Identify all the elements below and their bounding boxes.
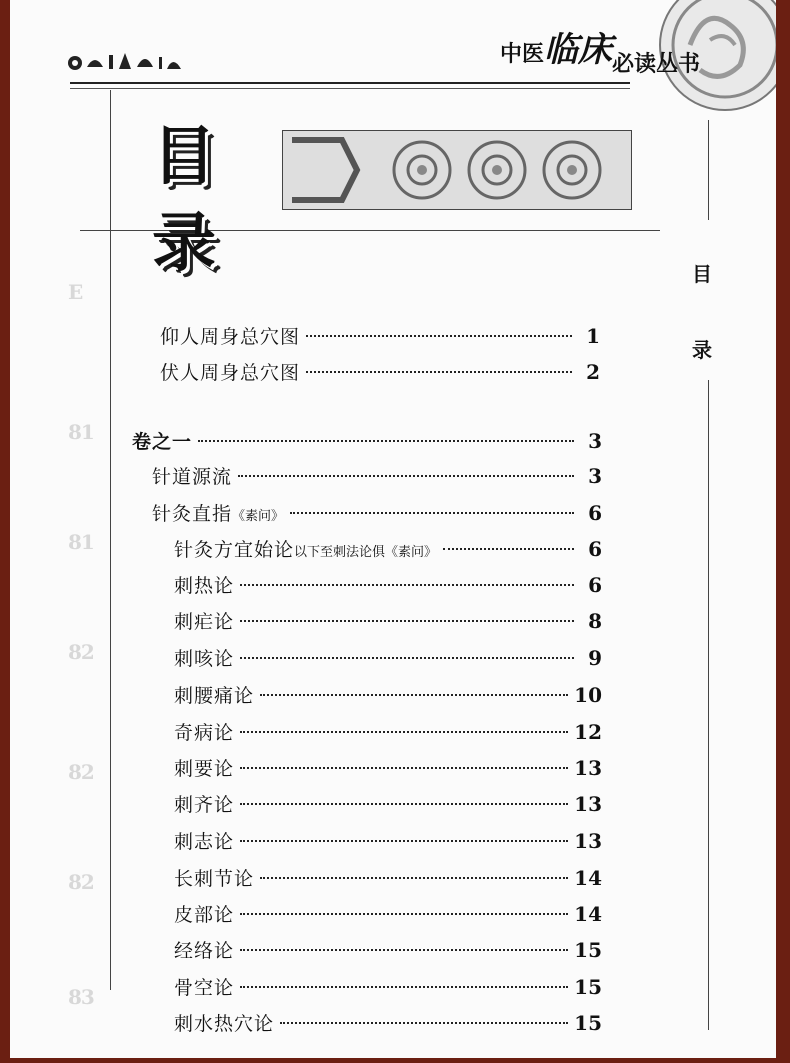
toc-entry[interactable]: [152, 462, 602, 492]
toc-leader-dots: [240, 913, 568, 915]
toc-entry[interactable]: [160, 358, 600, 388]
series-title-part3: 必读丛书: [612, 52, 701, 77]
toc-entry[interactable]: [174, 644, 602, 674]
toc-entry-title: 刺咳论: [174, 648, 235, 670]
toc-entry-title: 刺疟论: [174, 611, 235, 633]
series-title-part1: 中医: [500, 42, 545, 67]
side-tab-char-lu: 录: [692, 338, 712, 362]
bleed-through-mark: 82: [68, 760, 94, 784]
toc-entry-title: 针道源流: [152, 466, 233, 488]
series-title: [500, 22, 701, 77]
series-title-part2: 临床: [544, 30, 613, 70]
toc-leader-dots: [240, 840, 568, 842]
toc-entry[interactable]: [174, 607, 602, 637]
toc-entry-note: 《素问》: [232, 509, 285, 524]
toc-page-number: 13: [574, 829, 602, 853]
toc-page-number: 14: [574, 866, 602, 890]
header-rule: [70, 82, 630, 84]
toc-leader-dots: [240, 620, 574, 622]
toc-leader-dots: [260, 694, 568, 696]
bleed-through-mark: 82: [68, 870, 94, 894]
toc-leader-dots: [280, 1022, 568, 1024]
toc-entry-title: 刺水热穴论: [174, 1013, 275, 1035]
toc-entry-title: [174, 535, 437, 562]
toc-page-number: 10: [574, 683, 602, 707]
toc-leader-dots: [240, 584, 574, 586]
toc-page-number: 3: [588, 464, 602, 488]
toc-entry[interactable]: [132, 427, 602, 457]
toc-entry-title: 仰人周身总穴图: [160, 326, 301, 348]
toc-entry-title: [152, 499, 284, 526]
toc-page-number: 2: [586, 360, 600, 384]
toc-entry[interactable]: [152, 499, 602, 529]
toc-entry-title: 卷之一: [132, 431, 193, 453]
toc-leader-dots: [306, 371, 572, 373]
toc-entry-note: 以下至刺法论俱《素问》: [294, 545, 438, 560]
toc-page-number: 8: [588, 609, 602, 633]
toc-page-number: 3: [588, 429, 602, 453]
toc-entry[interactable]: [174, 681, 602, 711]
toc-entry[interactable]: [174, 754, 602, 784]
bleed-through-mark: 82: [68, 640, 94, 664]
toc-leader-dots: [240, 657, 574, 659]
toc-leader-dots: [240, 986, 568, 988]
toc-entry-title: 刺要论: [174, 758, 235, 780]
toc-entry[interactable]: [174, 864, 602, 894]
side-tab-char-mu: 目: [692, 262, 712, 286]
toc-leader-dots: [306, 335, 572, 337]
toc-entry-title: 伏人周身总穴图: [160, 362, 301, 384]
toc-leader-dots: [240, 767, 568, 769]
toc-entry[interactable]: [174, 571, 602, 601]
heading-char-lu: 录: [152, 207, 216, 281]
toc-entry[interactable]: [174, 535, 602, 565]
toc-leader-dots: [443, 548, 574, 550]
left-margin-rule: [110, 90, 111, 990]
toc-entry-title: 刺热论: [174, 575, 235, 597]
toc-page-number: 6: [588, 537, 602, 561]
heading-char-mu: 目: [152, 120, 216, 194]
toc-entry-title: 经络论: [174, 940, 235, 962]
toc-leader-dots: [290, 512, 574, 514]
toc-leader-dots: [240, 949, 568, 951]
toc-page-number: 15: [574, 938, 602, 962]
bleed-through-mark: 81: [68, 530, 94, 554]
header-ornament-icon: [65, 45, 185, 75]
toc-entry[interactable]: [160, 322, 600, 352]
toc-page-number: 1: [586, 324, 600, 348]
toc-leader-dots: [198, 440, 574, 442]
toc-entry[interactable]: [174, 1009, 602, 1039]
toc-entry-title: 长刺节论: [174, 868, 255, 890]
toc-entry-title: 刺腰痛论: [174, 685, 255, 707]
toc-leader-dots: [238, 475, 574, 477]
bleed-through-mark: 83: [68, 985, 94, 1009]
toc-page-number: 6: [588, 501, 602, 525]
bleed-through-mark: E: [68, 280, 83, 304]
toc-page-number: 12: [574, 720, 602, 744]
toc-entry-title: 刺齐论: [174, 794, 235, 816]
toc-page-number: 9: [588, 646, 602, 670]
toc-entry-title-main: 针灸直指: [152, 503, 233, 525]
toc-entry-title: 刺志论: [174, 831, 235, 853]
book-page: [10, 0, 776, 1058]
toc-leader-dots: [260, 877, 568, 879]
bleed-through-mark: 81: [68, 420, 94, 444]
toc-leader-dots: [240, 731, 568, 733]
toc-entry[interactable]: [174, 790, 602, 820]
toc-page-number: 13: [574, 756, 602, 780]
toc-page-number: 6: [588, 573, 602, 597]
toc-entry[interactable]: [174, 718, 602, 748]
toc-entry-title: 皮部论: [174, 904, 235, 926]
toc-page-number: 13: [574, 792, 602, 816]
toc-entry[interactable]: [174, 936, 602, 966]
toc-entry-title-main: 针灸方宜始论: [174, 539, 295, 561]
header-rule-thin: [70, 88, 630, 89]
toc-page-number: 15: [574, 975, 602, 999]
pattern-banner-icon: [282, 130, 632, 210]
right-margin-rule: [708, 120, 709, 220]
toc-page-number: 14: [574, 902, 602, 926]
toc-entry[interactable]: [174, 900, 602, 930]
toc-leader-dots: [240, 803, 568, 805]
toc-entry[interactable]: [174, 827, 602, 857]
toc-entry-title: 骨空论: [174, 977, 235, 999]
toc-entry[interactable]: [174, 973, 602, 1003]
right-margin-rule: [708, 380, 709, 1030]
toc-entry-title: 奇病论: [174, 722, 235, 744]
toc-page-number: 15: [574, 1011, 602, 1035]
